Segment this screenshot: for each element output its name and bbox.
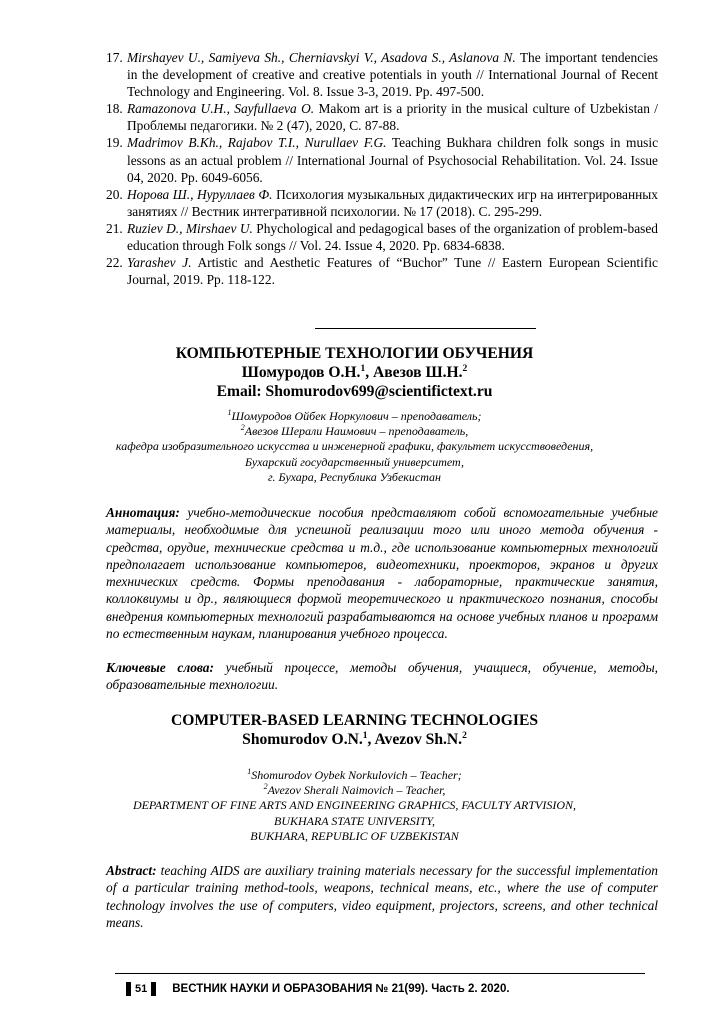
page-footer <box>126 981 510 997</box>
reference-authors: Mirshayev U., Samiyeva Sh., Cherniavskyi V., Asadova S., Aslanova N. <box>127 50 516 65</box>
ru-author-1: Шомуродов О.Н. <box>241 364 361 381</box>
ru-abstract-text: учебно-методические пособия представляют собой вспомогательные учебные материалы, необходимые для успешной реализации того или иного метода обучения - средства, орудие, технические средства и т.д., где использование компьютерных технологий предполагает использование компьютеров, видеотехники, проекторов, экранов и других технических средств. Формы преподавания - лабораторные, практические занятия, коллоквиумы и др., являющиеся формой теоретического и практического познания, способы внедрения компьютерных технологий разрабатываются на основе учебных планов и программ по естественным наукам, планирования учебного процесса. <box>106 505 658 642</box>
en-abstract-label: Abstract: <box>106 863 157 878</box>
reference-authors: Madrimov B.Kh., Rajabov T.I., Nurullaev F.G. <box>127 135 387 151</box>
en-abstract-text: teaching AIDS are auxiliary training materials necessary for the successful implementation of a particular training method-tools, weapons, technical means, etc., where the use of computer technology involves the use of computers, video equipment, projectors, screens, and other technical means. <box>106 863 659 930</box>
reference-number: 22. <box>106 255 123 271</box>
ru-affiliation-line: кафедра изобразительного искусства и инженерной графики, факультет искусствоведения, <box>115 439 594 454</box>
ru-abstract-label: Аннотация: <box>106 505 180 520</box>
en-affiliation-line: BUKHARA, REPUBLIC OF UZBEKISTAN <box>250 828 459 843</box>
ru-affiliation-line: Бухарский государственный университет, <box>245 454 464 469</box>
footer-bar-right <box>151 982 156 996</box>
ru-author-2: Авезов Ш.Н. <box>372 364 463 381</box>
reference-list <box>106 49 658 288</box>
reference-item <box>106 220 658 254</box>
ru-authors: Шомуродов О.Н.$^1$, Авезов Ш.Н.$^2$ <box>241 364 468 381</box>
reference-item <box>106 49 658 100</box>
reference-number: 21. <box>106 220 123 236</box>
page-number: 51 <box>135 983 148 995</box>
reference-text: Психология музыкальных дидактических игр на интегрированных занятиях // Вестник интегративной психологии. № 17 (2018). С. 295-299. <box>127 186 658 219</box>
footer-rule <box>115 973 645 974</box>
reference-text: Teaching Bukhara children folk songs in music lessons as an actual problem // International Journal of Psychosocial Rehabilitation. Vol. 24. Issue 04, 2020. Pp. 6049-6056. <box>127 135 659 185</box>
reference-authors: Ruziev D., Mirshaev U. <box>127 220 253 236</box>
ru-affiliation-line: г. Бухара, Республика Узбекистан <box>267 469 441 484</box>
reference-item <box>106 254 658 288</box>
en-author-1: Shomurodov O.N. <box>242 731 363 748</box>
ru-affiliation-line: $^2$Авезов Шерали Наимович – преподаватель, <box>240 423 469 439</box>
en-affiliations <box>60 768 649 844</box>
ru-article-title: КОМПЬЮТЕРНЫЕ ТЕХНОЛОГИИ ОБУЧЕНИЯ <box>175 345 534 362</box>
en-affiliation-line: $^1$Shomurodov Oybek Norkulovich – Teacher; <box>247 767 462 782</box>
reference-text: Phychological and pedagogical bases of the organization of problem-based education through Folk songs // Vol. 24. Issue 4, 2020. Pp. 6834-6838. <box>127 220 658 254</box>
reference-authors: Норова Ш., Нуруллаев Ф. <box>127 186 273 202</box>
reference-text: Makom art is a priority in the musical culture of Uzbekistan / Проблемы педагогики. № 2 (47), 2020, С. 87-88. <box>127 101 659 134</box>
en-header <box>60 711 649 749</box>
section-divider <box>315 328 536 329</box>
en-authors: Shomurodov O.N.$^1$, Avezov Sh.N.$^2$ <box>242 731 467 748</box>
reference-authors: Ramazonova U.H., Sayfullaeva O. <box>127 101 315 117</box>
ru-keywords <box>106 659 658 694</box>
footer-bar-left <box>126 982 131 996</box>
ru-affiliation-line: $^1$Шомуродов Ойбек Норкулович – преподаватель; <box>227 408 482 423</box>
reference-item <box>106 100 658 134</box>
ru-keywords-text: учебный процессе, методы обучения, учащиеся, обучение, методы, образовательные технологии. <box>106 660 658 693</box>
reference-item <box>106 186 658 220</box>
reference-number: 17. <box>106 50 123 65</box>
journal-name: ВЕСТНИК НАУКИ И ОБРАЗОВАНИЯ № 21(99). Часть 2. 2020. <box>172 983 510 995</box>
reference-item <box>106 134 658 185</box>
ru-header <box>60 344 649 401</box>
en-affiliation-line: $^2$Avezov Sherali Naimovich – Teacher, <box>263 782 446 798</box>
en-abstract <box>106 862 658 931</box>
ru-affiliations <box>60 409 649 485</box>
reference-number: 18. <box>106 101 123 117</box>
reference-number: 20. <box>106 186 123 202</box>
reference-text: The important tendencies in the development of creative and creative potentials in youth // International Journal of Recent Technology and Engineering. Vol. 8. Issue 3-3, 2019. Pp. 497-500. <box>127 50 659 100</box>
en-affiliation-line: BUKHARA STATE UNIVERSITY, <box>273 813 435 828</box>
en-affiliation-line: DEPARTMENT OF FINE ARTS AND ENGINEERING GRAPHICS, FACULTY ARTVISION, <box>132 798 577 813</box>
ru-abstract <box>106 504 658 642</box>
en-article-title: COMPUTER-BASED LEARNING TECHNOLOGIES <box>170 712 539 729</box>
reference-number: 19. <box>106 135 123 151</box>
reference-text: Artistic and Aesthetic Features of “Buchor” Tune // Eastern European Scientific Journal, 2019. Pp. 118-122. <box>127 255 658 288</box>
en-author-2: Avezov Sh.N. <box>374 731 463 748</box>
ru-email: Email: Shomurodov699@scientifictext.ru <box>216 383 493 400</box>
reference-authors: Yarashev J. <box>127 255 192 271</box>
ru-keywords-label: Ключевые слова: <box>106 660 214 675</box>
